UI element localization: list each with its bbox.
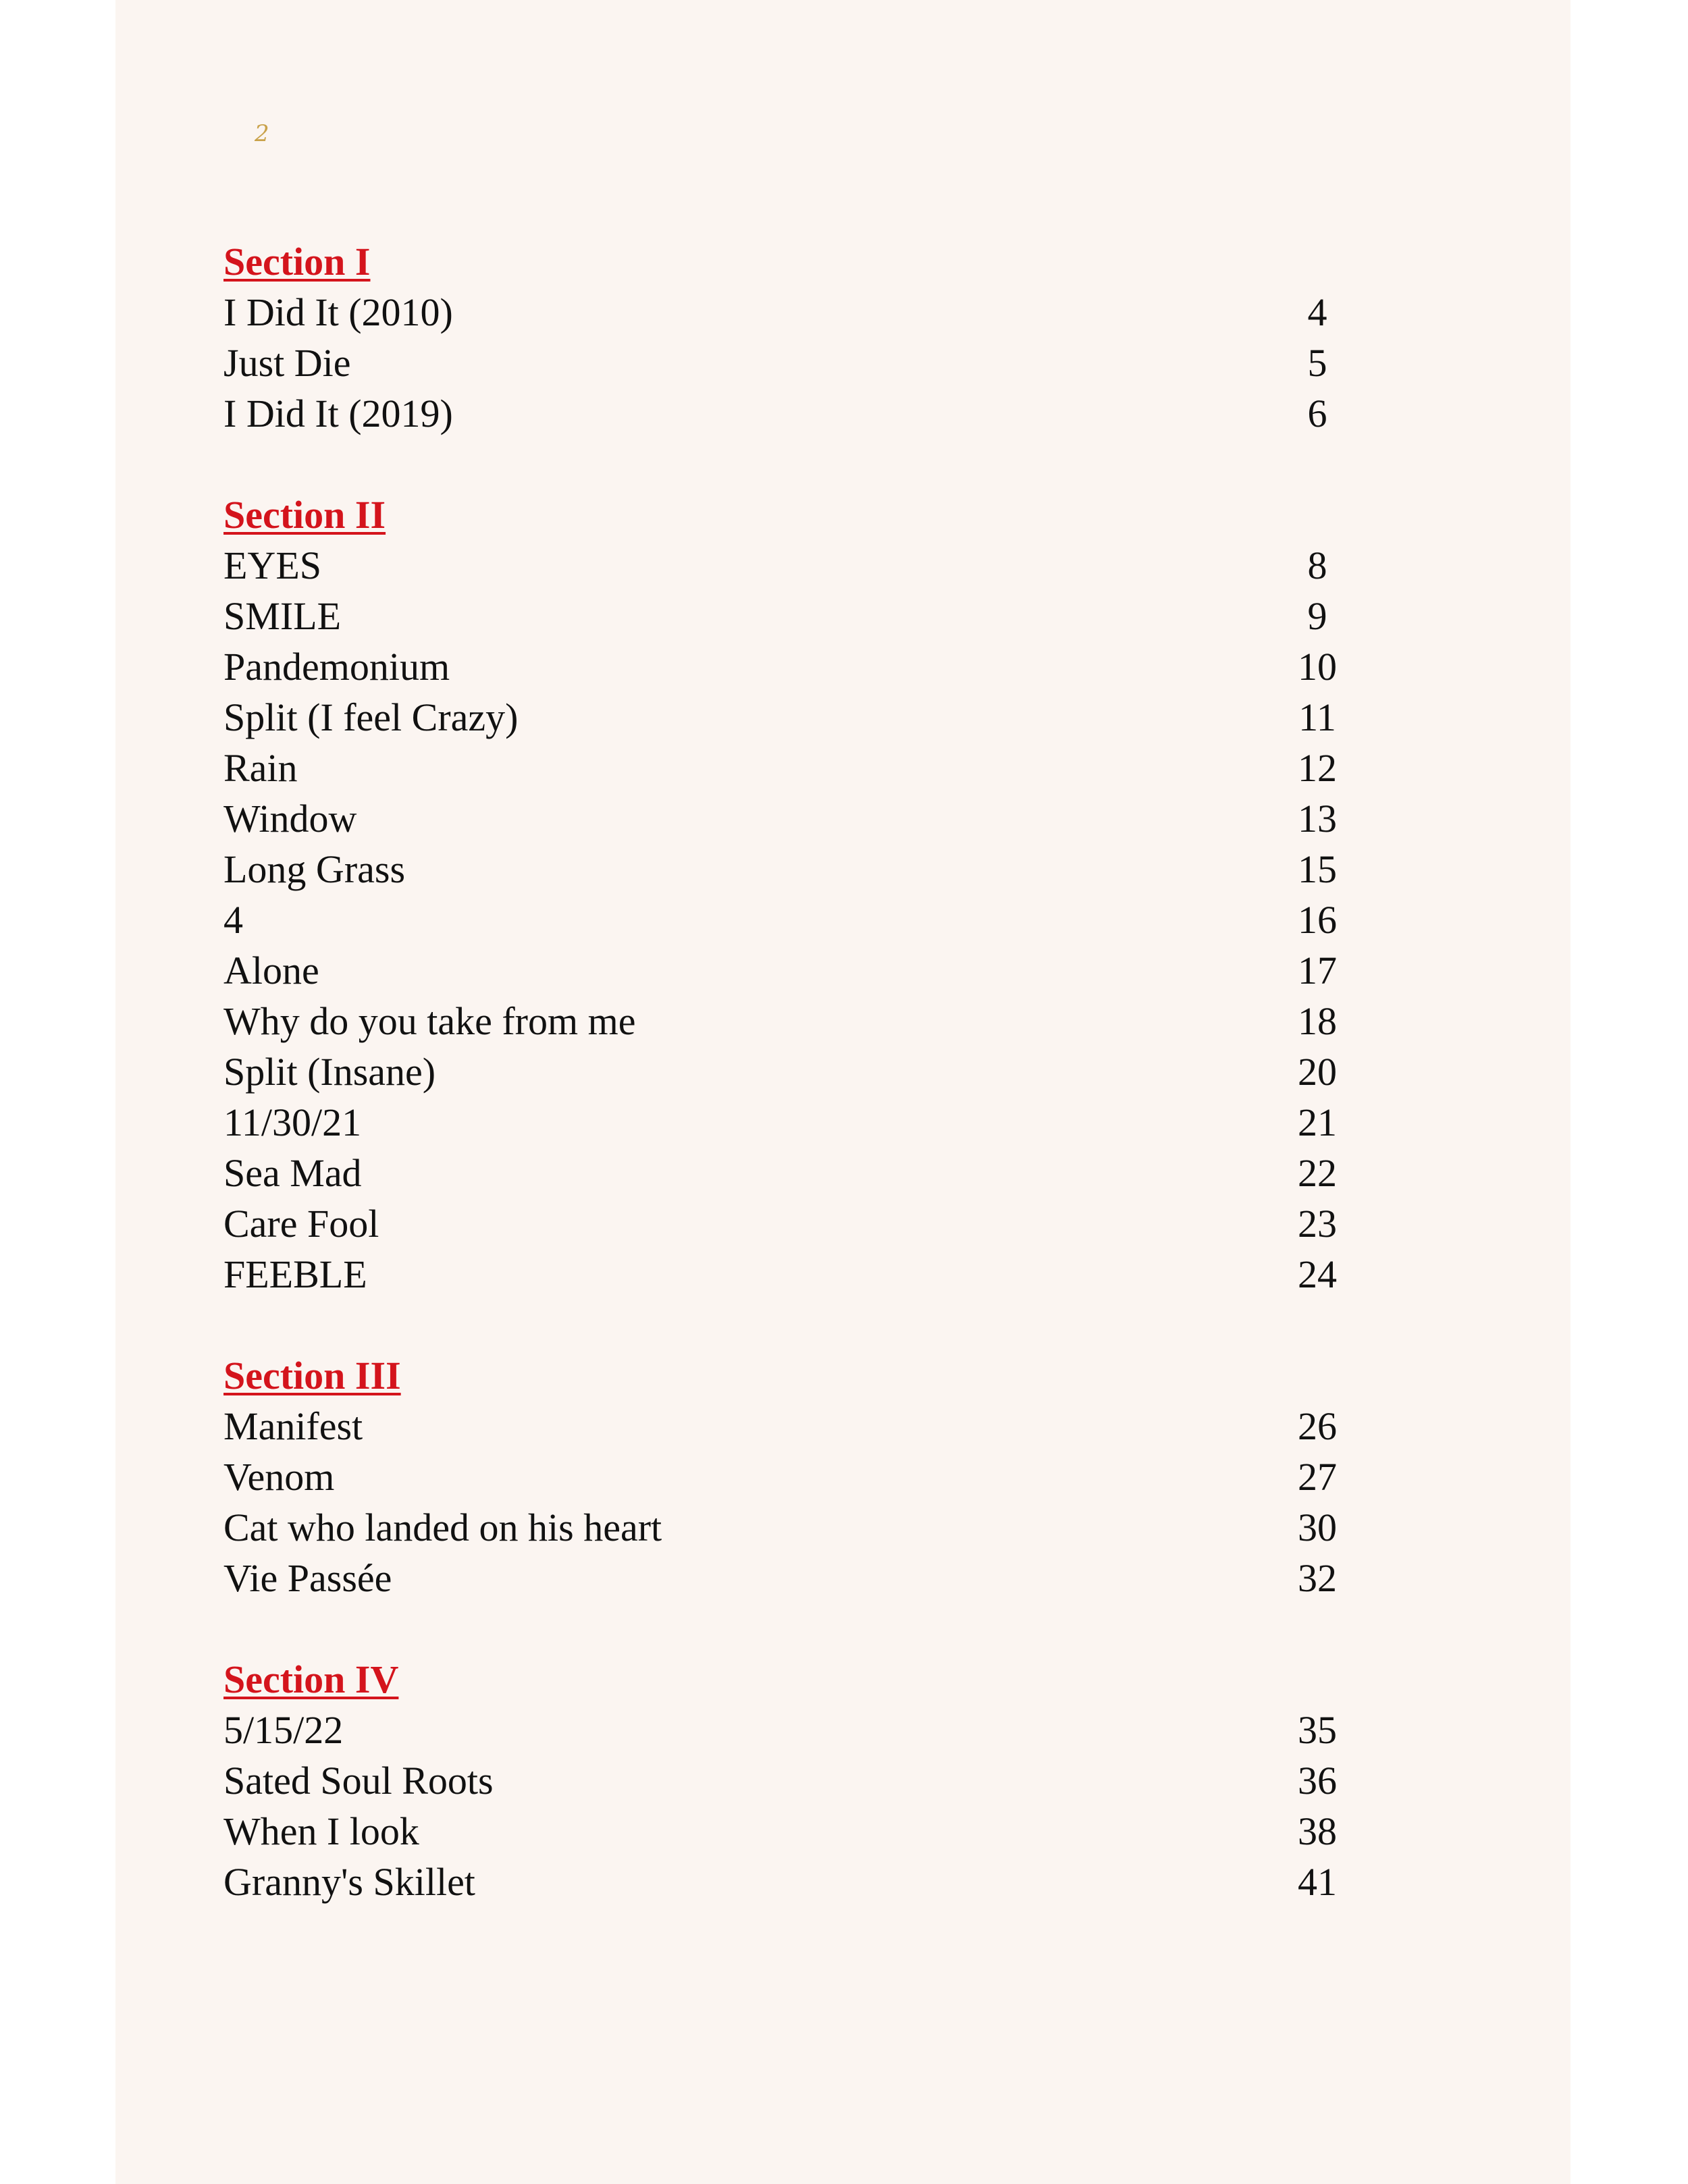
toc-entry [223, 388, 1358, 439]
entry-title: 11/30/21 [223, 1100, 362, 1144]
toc-section [223, 1654, 1358, 1907]
toc-entry [223, 591, 1358, 641]
entry-title: Window [223, 797, 357, 841]
entry-title: Vie Passée [223, 1556, 392, 1600]
entry-page-number: 4 [1307, 290, 1327, 334]
section-heading: Section I [223, 240, 371, 284]
toc-entry [223, 540, 1358, 591]
entry-title: FEEBLE [223, 1252, 367, 1296]
toc-entry [223, 338, 1358, 388]
entry-title: Care Fool [223, 1202, 379, 1246]
toc-entry [223, 1857, 1358, 1907]
entry-page-number: 24 [1298, 1252, 1337, 1296]
toc-entry [223, 1451, 1358, 1502]
entry-title: Rain [223, 746, 298, 790]
entry-page-number: 12 [1298, 746, 1337, 790]
entry-page-number: 15 [1298, 847, 1337, 891]
entry-page-number: 26 [1298, 1404, 1337, 1448]
entry-title: Split (I feel Crazy) [223, 695, 519, 739]
entry-page-number: 16 [1298, 898, 1337, 942]
entry-title: Granny's Skillet [223, 1860, 475, 1904]
entry-page-number: 38 [1298, 1809, 1337, 1853]
entry-title: EYES [223, 543, 321, 587]
entry-title: Manifest [223, 1404, 363, 1448]
entry-page-number: 27 [1298, 1455, 1337, 1499]
toc-entry [223, 692, 1358, 743]
toc-entry [223, 1806, 1358, 1857]
toc-entry [223, 996, 1358, 1046]
entry-page-number: 10 [1298, 645, 1337, 689]
toc-entry [223, 1502, 1358, 1553]
toc-entry [223, 1198, 1358, 1249]
entry-page-number: 18 [1298, 999, 1337, 1043]
toc-entry [223, 641, 1358, 692]
entry-page-number: 36 [1298, 1759, 1337, 1803]
toc-entry [223, 1705, 1358, 1755]
toc-entry [223, 743, 1358, 793]
entry-title: Just Die [223, 341, 351, 385]
entry-title: Pandemonium [223, 645, 450, 689]
table-of-contents [223, 236, 1358, 1958]
page-number: 2 [255, 120, 269, 147]
entry-page-number: 8 [1307, 543, 1327, 587]
toc-entry [223, 1046, 1358, 1097]
entry-title: Sated Soul Roots [223, 1759, 494, 1803]
toc-section [223, 236, 1358, 439]
toc-entry [223, 895, 1358, 945]
entry-title: Long Grass [223, 847, 406, 891]
entry-page-number: 13 [1298, 797, 1337, 841]
entry-title: Venom [223, 1455, 335, 1499]
entry-page-number: 35 [1298, 1708, 1337, 1752]
toc-section [223, 489, 1358, 1300]
entry-title: SMILE [223, 594, 341, 638]
toc-entry [223, 1148, 1358, 1198]
toc-entry [223, 945, 1358, 996]
section-heading: Section II [223, 493, 386, 537]
entry-title: 5/15/22 [223, 1708, 344, 1752]
entry-title: Why do you take from me [223, 999, 636, 1043]
entry-title: I Did It (2010) [223, 290, 453, 334]
entry-page-number: 22 [1298, 1151, 1337, 1195]
toc-entry [223, 1401, 1358, 1451]
entry-title: I Did It (2019) [223, 392, 453, 435]
entry-title: 4 [223, 898, 243, 942]
entry-title: Alone [223, 949, 319, 992]
entry-page-number: 32 [1298, 1556, 1337, 1600]
entry-page-number: 23 [1298, 1202, 1337, 1246]
entry-title: Split (Insane) [223, 1050, 436, 1094]
toc-entry [223, 1755, 1358, 1806]
entry-page-number: 9 [1307, 594, 1327, 638]
toc-entry [223, 287, 1358, 338]
entry-title: Sea Mad [223, 1151, 362, 1195]
entry-page-number: 6 [1307, 392, 1327, 435]
entry-page-number: 41 [1298, 1860, 1337, 1904]
document-page [115, 0, 1571, 2184]
entry-title: Cat who landed on his heart [223, 1506, 662, 1549]
entry-page-number: 11 [1298, 695, 1336, 739]
toc-entry [223, 844, 1358, 895]
toc-section [223, 1350, 1358, 1603]
entry-page-number: 30 [1298, 1506, 1337, 1549]
entry-page-number: 21 [1298, 1100, 1337, 1144]
section-heading: Section IV [223, 1657, 399, 1701]
entry-title: When I look [223, 1809, 419, 1853]
toc-entry [223, 1249, 1358, 1300]
entry-page-number: 17 [1298, 949, 1337, 992]
entry-page-number: 5 [1307, 341, 1327, 385]
toc-entry [223, 1553, 1358, 1603]
entry-page-number: 20 [1298, 1050, 1337, 1094]
section-heading: Section III [223, 1354, 401, 1397]
toc-entry [223, 1097, 1358, 1148]
toc-entry [223, 793, 1358, 844]
